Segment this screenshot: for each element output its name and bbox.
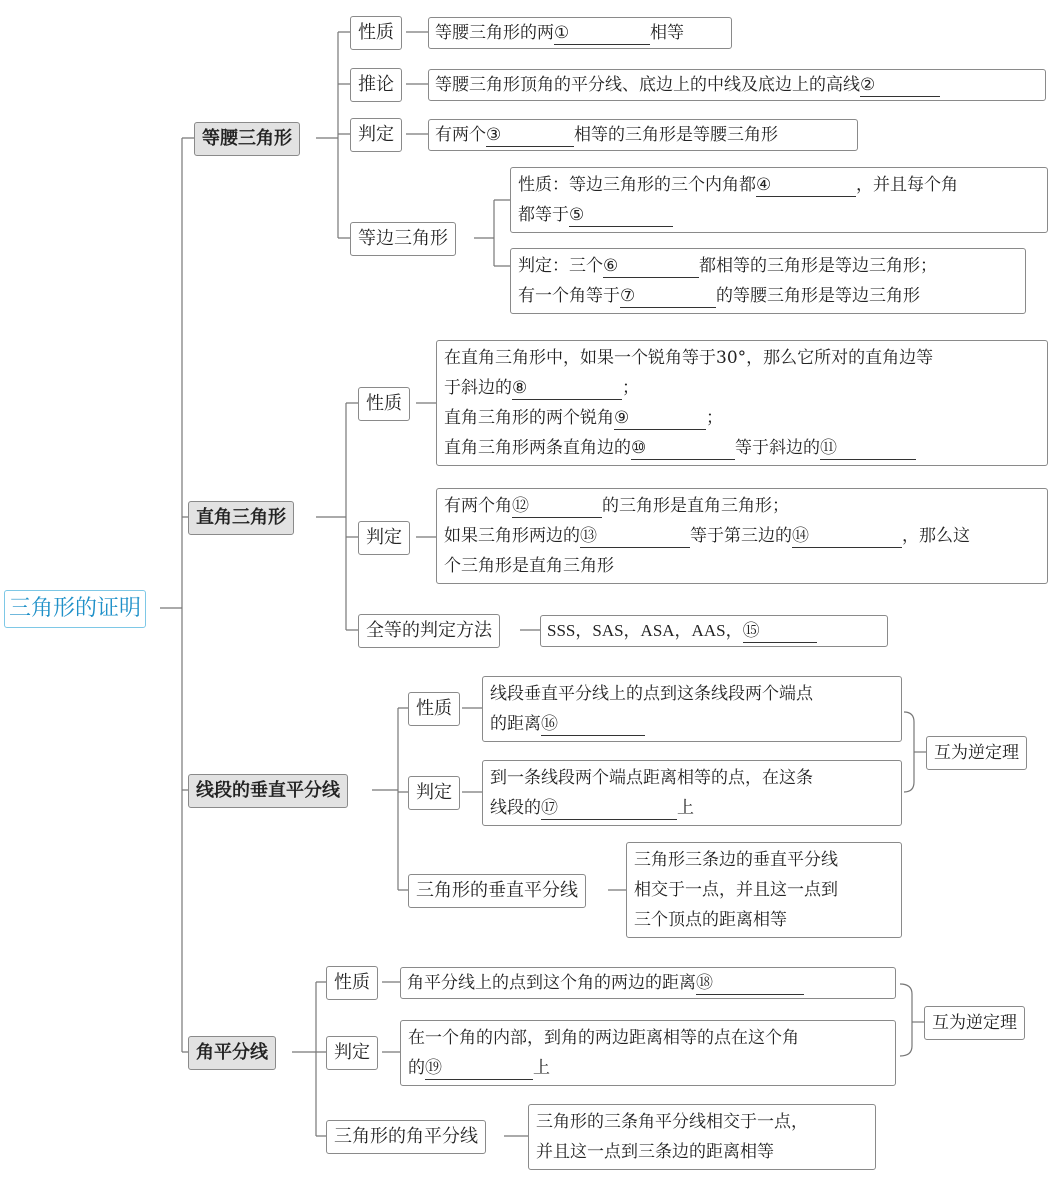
blank-number: ⑮ xyxy=(742,621,760,640)
perp-converse-badge: 互为逆定理 xyxy=(926,736,1027,770)
bisector-triangle-label: 三角形的角平分线 xyxy=(326,1120,486,1154)
bisector-triangle-text: 三角形的三条角平分线相交于一点， 并且这一点到三条边的距离相等 xyxy=(528,1104,876,1170)
equilateral-label: 等边三角形 xyxy=(350,222,456,256)
right-criterion-text: 有两个角⑫ 的三角形是直角三角形； 如果三角形两边的⑬ 等于第三边的⑭ ，那么这 个三角形是直角三角形 xyxy=(436,488,1048,584)
perp-criterion-label: 判定 xyxy=(408,776,460,810)
blank-number: ② xyxy=(860,75,876,95)
blank-number: ⑭ xyxy=(792,526,809,546)
blank-number: ① xyxy=(554,23,570,43)
equilateral-criterion-text: 判定：三个⑥ 都相等的三角形是等边三角形； 有一个角等于⑦ 的等腰三角形是等边三角形 xyxy=(510,248,1026,314)
isosceles-corollary-label: 推论 xyxy=(350,68,402,102)
perp-property-text: 线段垂直平分线上的点到这条线段两个端点 的距离⑯ xyxy=(482,676,902,742)
blank-number: ⑯ xyxy=(541,714,558,734)
bisector-property-label: 性质 xyxy=(326,966,378,1000)
isosceles-criterion-text: 有两个③ 相等的三角形是等腰三角形 xyxy=(428,119,858,151)
perp-triangle-label: 三角形的垂直平分线 xyxy=(408,874,586,908)
blank-number: ⑰ xyxy=(541,798,558,818)
blank-number: ⑫ xyxy=(512,496,529,516)
blank-number: ⑧ xyxy=(512,378,528,398)
perp-triangle-text: 三角形三条边的垂直平分线 相交于一点，并且这一点到 三个顶点的距离相等 xyxy=(626,842,902,938)
congruence-methods-text: SSS，SAS，ASA，AAS，⑮ xyxy=(540,615,888,647)
branch-right-triangle-title: 直角三角形 xyxy=(188,501,294,535)
right-property-label: 性质 xyxy=(358,387,410,421)
congruence-methods-label: 全等的判定方法 xyxy=(358,614,500,648)
blank-number: ④ xyxy=(756,175,772,195)
perp-criterion-text: 到一条线段两个端点距离相等的点，在这条 线段的⑰ 上 xyxy=(482,760,902,826)
blank-number: ⑱ xyxy=(696,973,713,993)
branch-perpendicular-bisector-title: 线段的垂直平分线 xyxy=(188,774,348,808)
isosceles-criterion-label: 判定 xyxy=(350,118,402,152)
blank-number: ⑩ xyxy=(631,438,647,458)
blank-number: ⑥ xyxy=(603,256,619,276)
blank-number: ⑨ xyxy=(614,408,630,428)
blank-number: ③ xyxy=(486,125,502,145)
equilateral-property-text: 性质：等边三角形的三个内角都④ ，并且每个角 都等于⑤ xyxy=(510,167,1048,233)
branch-angle-bisector-title: 角平分线 xyxy=(188,1036,276,1070)
branch-isosceles-title: 等腰三角形 xyxy=(194,122,300,156)
blank-number: ⑲ xyxy=(425,1058,442,1078)
isosceles-corollary-text: 等腰三角形顶角的平分线、底边上的中线及底边上的高线② xyxy=(428,69,1046,101)
bisector-criterion-label: 判定 xyxy=(326,1036,378,1070)
blank-number: ⑤ xyxy=(569,205,585,225)
blank-number: ⑪ xyxy=(820,438,837,458)
isosceles-property-label: 性质 xyxy=(350,16,402,50)
isosceles-property-text: 等腰三角形的两① 相等 xyxy=(428,17,732,49)
blank-number: ⑦ xyxy=(620,286,636,306)
right-property-text: 在直角三角形中，如果一个锐角等于30°，那么它所对的直角边等 于斜边的⑧ ； 直角三角形的两个锐角⑨ ； 直角三角形两条直角边的⑩ 等于斜边的⑪ xyxy=(436,340,1048,466)
bisector-converse-badge: 互为逆定理 xyxy=(924,1006,1025,1040)
blank-number: ⑬ xyxy=(580,526,597,546)
right-criterion-label: 判定 xyxy=(358,521,410,555)
root-title: 三角形的证明 xyxy=(4,590,146,628)
bisector-property-text: 角平分线上的点到这个角的两边的距离⑱ xyxy=(400,967,896,999)
bisector-criterion-text: 在一个角的内部，到角的两边距离相等的点在这个角 的⑲ 上 xyxy=(400,1020,896,1086)
perp-property-label: 性质 xyxy=(408,692,460,726)
